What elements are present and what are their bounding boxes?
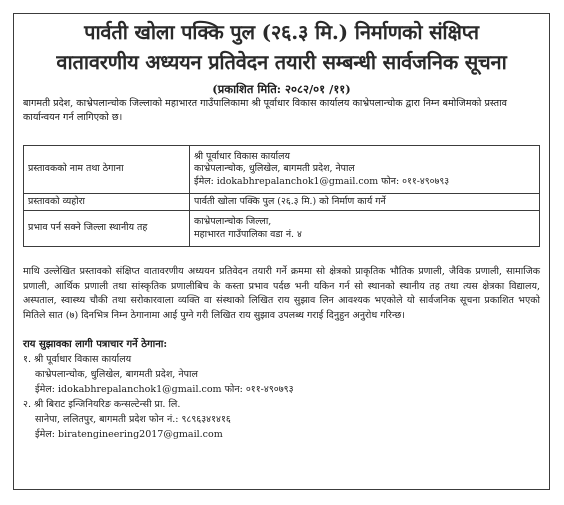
contact-1-address: काभ्रेपलान्चोक, धुलिखेल, बागमती प्रदेश, नेपाल xyxy=(35,369,198,380)
contact-1-name: १. श्री पूर्वाधार विकास कार्यालय xyxy=(23,354,132,365)
notice-title-line-2: वातावरणीय अध्ययन प्रतिवेदन तयारी सम्बन्धी सार्वजनिक सूचना xyxy=(56,50,507,74)
table-value-line: काभ्रेपलान्चोक जिल्ला, xyxy=(194,216,272,228)
table-value-line: श्री पूर्वाधार विकास कार्यालय xyxy=(194,150,290,162)
table-value-line: ईमेल: idokabhrepalanchok1@gmail.com फोन: ०११-४९०७९३ xyxy=(194,175,450,187)
table-value-line: काभ्रेपलान्चोक, धुलिखेल, बागमती प्रदेश, नेपाल xyxy=(194,163,355,175)
table-row xyxy=(24,194,540,211)
table-label-cell: प्रस्तावकको नाम तथा ठेगाना xyxy=(24,146,190,194)
proposal-info-table xyxy=(23,145,540,247)
table-row xyxy=(24,211,540,247)
published-date: (प्रकाशित मिति: २०८२/०१ /११) xyxy=(212,82,351,96)
table-value-cell xyxy=(190,211,540,247)
table-label-cell: प्रभाव पर्न सक्ने जिल्ला स्थानीय तह xyxy=(24,211,190,247)
contact-2-name: २. श्री बिराट इन्जिनियरिङ कन्सल्टेन्सी प्रा. लि. xyxy=(23,399,181,410)
intro-paragraph: बागमती प्रदेश, काभ्रेपलान्चोक जिल्लाको महाभारत गाउँपालिकामा श्री पूर्वाधार विकास कार्यालय काभ्रेपलान्चोक द्वारा निम्न बमोजिमको प्रस्ताव कार्यान्वयन गर्न लागिएको छ। xyxy=(23,98,507,123)
contact-heading: राय सुझावका लागी पत्राचार गर्ने ठेगाना: xyxy=(23,339,168,350)
contact-1-email-phone: ईमेल: idokabhrepalanchok1@gmail.com फोन: ०११-४९०७९३ xyxy=(35,384,294,395)
table-value-cell xyxy=(190,146,540,194)
table-value-line: महाभारत गाउँपालिका वडा नं. ४ xyxy=(194,228,302,240)
body-paragraph: माथि उल्लेखित प्रस्तावको संक्षिप्त वातावरणीय अध्ययन प्रतिवेदन तयारी गर्ने क्रममा सो क्षेत्रको प्राकृतिक भौतिक प्रणाली, जैविक प्रणाली, सामाजिक प्रणाली, आर्थिक प्रणाली तथा सांस्कृतिक प्रणालीबिच के कस्ता प्रभाव पर्दछ भनी यकिन गर्न सो स्थानको स्थानीय तह तथा त्यस क्षेत्रका विद्यालय, अस्पताल, स्वास्थ्य चौकी तथा सरोकारवाला व्यक्ति वा संस्थाको लिखित राय सुझाव लिन आवश्यक भएकोले यो सार्वजनिक सूचना प्रकाशित भएको मितिले सात (७) दिनभित्र निम्न ठेगानामा आई पुग्ने गरी लिखित राय सुझाव उपलब्ध गराई दिनुहुन अनुरोध गरिन्छ। xyxy=(23,266,540,321)
contact-2-email: ईमेल: biratengineering2017@gmail.com xyxy=(35,429,223,440)
contact-2-address: सानेपा, ललितपुर, बागमती प्रदेश फोन नं.: ९८९६३४१४१६ xyxy=(35,414,231,425)
notice-title-line-1: पार्वती खोला पक्कि पुल (२६.३ मि.) निर्माणको संक्षिप्त xyxy=(84,20,479,44)
table-row xyxy=(24,146,540,194)
table-value-line: पार्वती खोला पक्कि पुल (२६.३ मि.) को निर्माण कार्य गर्ने xyxy=(194,195,386,207)
table-value-cell xyxy=(190,194,540,211)
table-label-cell: प्रस्तावको व्यहोरा xyxy=(24,194,190,211)
public-notice xyxy=(17,17,546,486)
